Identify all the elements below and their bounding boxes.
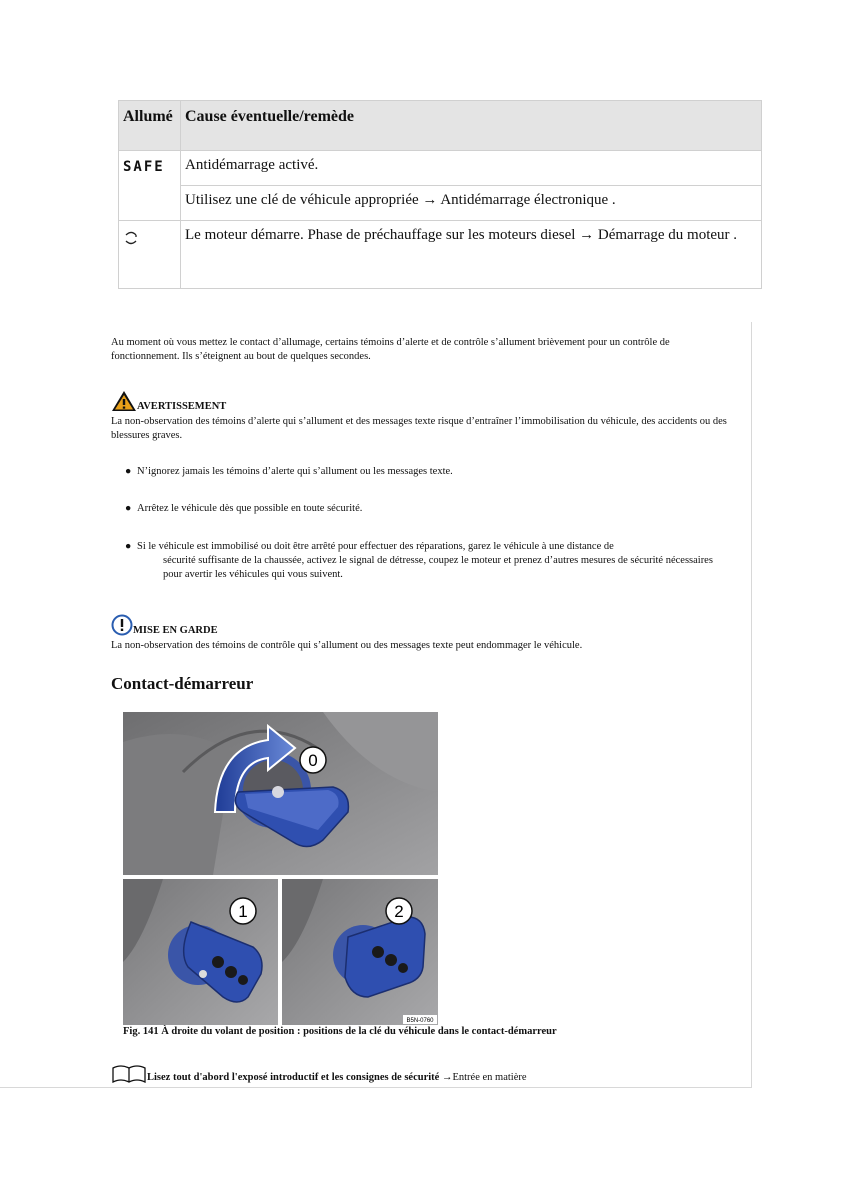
warning-triangle-icon [111,404,137,415]
reference-link[interactable]: →Entrée en matière [439,1072,527,1083]
intro-paragraph: Au moment où vous mettez le contact d’allumage, certains témoins d’alerte et de contrôle s’allument brièvement pour un contrôle de fonctionnement. Ils s’éteignent au bout de quelques secondes. [111,337,670,362]
bullet-icon: ● [125,503,132,514]
ignition-key-figure [123,712,438,1025]
bullet-icon: ● [125,466,132,477]
table-row [119,186,762,221]
preheat-cell [119,221,181,289]
table-cell: Antidémarrage activé. [181,151,762,186]
warning-text: La non-observation des témoins d’alerte qui s’allument et des messages texte risque d’entraîner l’immobilisation du véhicule, des accidents ou des blessures graves. [111,416,727,441]
preheat-coil-icon [123,231,139,250]
table-row [119,221,762,289]
safe-icon: SAFE [123,159,165,175]
bullet-text: Si le véhicule est immobilisé ou doit être arrêté pour effectuer des réparations, garez le véhicule à une distance de [137,541,614,552]
table-cell: Utilisez une clé de véhicule appropriée → Antidémarrage électronique . [181,186,762,221]
bullet-text: Arrêtez le véhicule dès que possible en toute sécurité. [137,503,363,514]
warning-title: AVERTISSEMENT [137,401,227,412]
caution-title: MISE EN GARDE [133,625,218,636]
list-item [125,502,717,516]
header-allume: Allumé [119,101,181,151]
page-frame-line [0,1087,752,1088]
page-frame-line [751,322,752,1087]
list-item [125,540,717,582]
bullet-text: N’ignorez jamais les témoins d’alerte qui s’allument ou les messages texte. [137,466,453,477]
table-header-row [119,101,762,151]
caution-heading [111,614,218,639]
position-0-label: 0 [308,751,318,770]
figure-code: B5N-0760 [406,1018,434,1024]
bullet-text-continued: sécurité suffisante de la chaussée, activez le signal de détresse, coupez le moteur et prenez d’autres mesures de sécurité nécessaires pour avertir les véhicules qui vous suivent. [163,555,713,580]
position-1-label: 1 [238,902,248,921]
section-title: Contact-démarreur [111,674,254,693]
caution-exclamation-icon [111,628,133,639]
warning-heading [111,390,227,415]
reference-line [111,1064,527,1087]
table-row [119,151,762,186]
safe-cell [119,151,181,221]
book-icon [111,1064,147,1087]
header-cause: Cause éventuelle/remède [181,101,762,151]
caution-text: La non-observation des témoins de contrôle qui s’allument ou des messages texte peut endommager le véhicule. [111,640,583,651]
indicator-table [118,100,762,289]
figure-caption: Fig. 141 À droite du volant de position : positions de la clé du véhicule dans le contact-démarreur [123,1026,557,1037]
position-2-label: 2 [394,902,404,921]
table-cell: Le moteur démarre. Phase de préchauffage sur les moteurs diesel → Démarrage du moteur . [181,221,762,289]
list-item [125,465,717,479]
bullet-icon: ● [125,541,132,552]
reference-bold-text: Lisez tout d'abord l'exposé introductif et les consignes de sécurité [147,1072,440,1083]
